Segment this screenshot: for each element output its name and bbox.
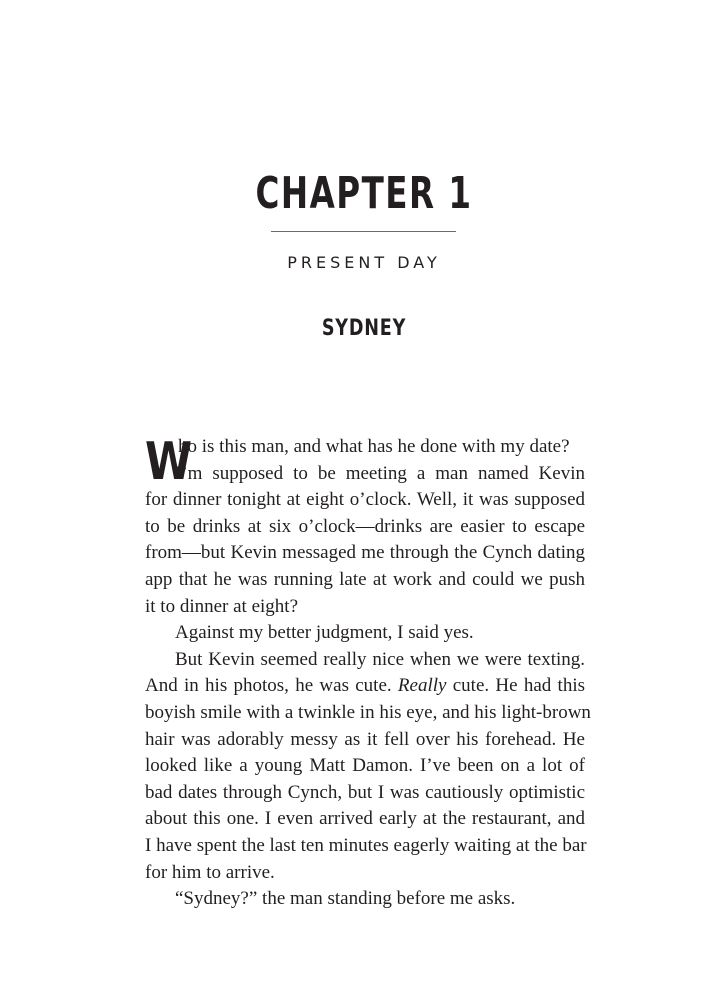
paragraph-line: app that he was running late at work and could we push — [145, 568, 585, 590]
paragraph-line: But Kevin seemed really nice when we were texting. — [175, 648, 585, 670]
paragraph-line: about this one. I even arrived early at the restaurant, and — [145, 808, 585, 830]
drop-cap: W — [145, 432, 193, 492]
line-segment: And in his photos, he was cute. — [145, 675, 392, 697]
body-text — [145, 432, 591, 913]
paragraph-line: it to dinner at eight? — [145, 595, 299, 617]
paragraph-line: looked like a young Matt Damon. I’ve been on a lot of — [145, 755, 585, 777]
paragraph-line: bad dates through Cynch, but I was cautiously optimistic — [145, 781, 585, 803]
chapter-title: CHAPTER 1 — [255, 168, 473, 219]
paragraph-line: from—but Kevin messaged me through the Cynch dating — [145, 542, 585, 564]
paragraph-line: I’m supposed to be meeting a man named Kevin — [175, 462, 585, 484]
paragraph-line: “Sydney?” the man standing before me asks. — [175, 888, 516, 910]
paragraph-line: ho is this man, and what has he done with my date? — [178, 436, 570, 457]
paragraph-line — [145, 673, 585, 700]
paragraph-line: Against my better judgment, I said yes. — [175, 622, 474, 644]
paragraph-line: hair was adorably messy as it fell over his forehead. He — [145, 728, 585, 750]
paragraph-line: for dinner tonight at eight o’clock. Well, it was supposed — [145, 489, 585, 511]
emphasis-text: Really — [397, 675, 447, 697]
line-segment: cute. He had this — [452, 675, 585, 697]
title-divider — [271, 231, 456, 232]
paragraph-line: boyish smile with a twinkle in his eye, and his light-brown — [145, 701, 591, 723]
paragraph-line: to be drinks at six o’clock—drinks are easier to escape — [145, 515, 585, 537]
paragraph-line: for him to arrive. — [145, 861, 275, 883]
pov-heading: SYDNEY — [321, 316, 407, 341]
paragraph-line: I have spent the last ten minutes eagerly waiting at the bar — [145, 834, 587, 856]
chapter-subtitle: PRESENT DAY — [287, 253, 441, 272]
